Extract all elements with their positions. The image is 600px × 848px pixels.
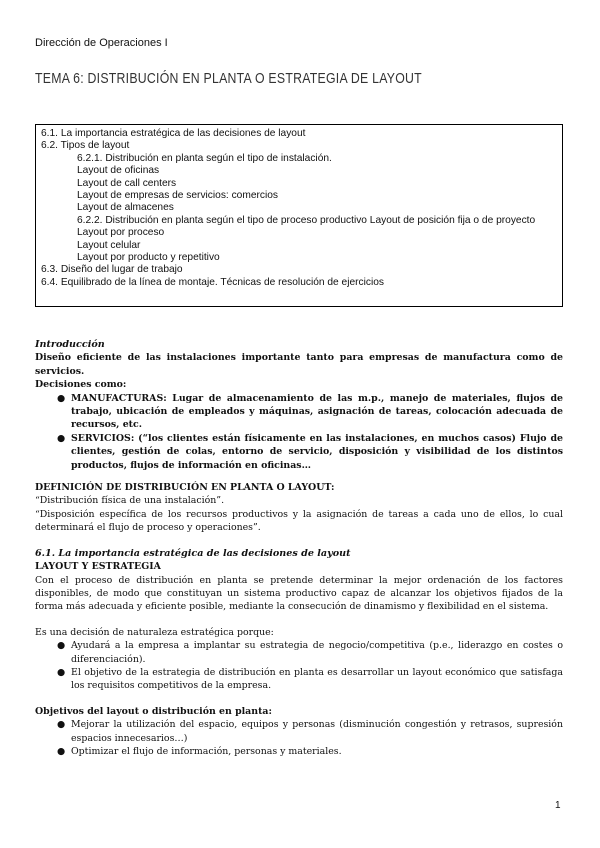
strategic-bullet-list (35, 639, 563, 693)
toc-item: 6.2.2. Distribución en planta según el tipo de proceso productivo Layout de posición fija o de proyecto (77, 214, 536, 226)
bullet-text: Mejorar la utilización del espacio, equipos y personas (disminución congestión y retrasos, supresión espacios innecesarios…) (71, 719, 563, 744)
objectives-bullet-list (35, 718, 563, 758)
toc-item: Layout por producto y repetitivo (77, 252, 220, 264)
list-item (35, 392, 563, 432)
toc-item: Layout de call centers (77, 177, 177, 189)
section-paragraph: Con el proceso de distribución en planta se pretende determinar la mejor ordenación de los factores disponibles, de modo que constituyan un sistema productivo capaz de alcanzar los objetivos fijados de la forma más adecuada y eficiente posible, mediante la consecución de dinamismo y flexibilidad en el sistema. (35, 574, 563, 613)
objectives-heading: Objetivos del layout o distribución en planta: (35, 705, 272, 717)
bullet-icon: ● (57, 392, 66, 404)
toc-item: Layout de almacenes (77, 202, 174, 214)
bullet-lead: MANUFACTURAS: (71, 392, 167, 404)
bullet-text: Optimizar el flujo de información, personas y materiales. (71, 745, 342, 757)
table-of-contents (35, 124, 563, 307)
toc-item: 6.1. La importancia estratégica de las decisiones de layout (41, 128, 306, 139)
list-item (35, 432, 563, 472)
definition-quote: “Disposición específica de los recursos productivos y la asignación de tareas a cada uno de ellos, lo cual determinará el flujo de proceso y operaciones”. (35, 508, 563, 534)
toc-item: 6.2. Tipos de layout (41, 140, 130, 152)
intro-bullet-list (35, 392, 563, 472)
chapter-title: TEMA 6: DISTRIBUCIÓN EN PLANTA O ESTRATEGIA DE LAYOUT (35, 70, 422, 87)
strategic-intro: Es una decisión de naturaleza estratégica porque: (35, 626, 274, 638)
toc-item: Layout por proceso (77, 227, 165, 239)
document-body (35, 338, 563, 758)
toc-item: 6.4. Equilibrado de la línea de montaje. Técnicas de resolución de ejercicios (41, 276, 384, 288)
list-item (35, 639, 563, 666)
bullet-text: El objetivo de la estrategia de distribución en planta es desarrollar un layout económico que satisfaga los requisitos competitivos de la empresa. (71, 666, 563, 692)
definition-heading: DEFINICIÓN DE DISTRIBUCIÓN EN PLANTA O LAYOUT: (35, 482, 335, 494)
bullet-icon: ● (57, 745, 66, 757)
bullet-icon: ● (57, 666, 66, 678)
toc-item: Layout celular (77, 239, 141, 251)
page-number: 1 (555, 800, 561, 811)
toc-item: Layout de oficinas (77, 165, 160, 177)
section-subheading: LAYOUT Y ESTRATEGIA (35, 561, 161, 573)
intro-heading: Introducción (35, 339, 105, 350)
bullet-icon: ● (57, 432, 66, 444)
bullet-text: Lugar de almacenamiento de las m.p., manejo de materiales, flujos de trabajo, ubicación de empleados y máquinas, asignación de tareas, colocación adecuada de recursos, etc. (71, 392, 563, 431)
course-header: Dirección de Operaciones I (35, 37, 168, 49)
intro-line: Diseño eficiente de las instalaciones importante tanto para empresas de manufactura como de servicios. (35, 352, 563, 377)
list-item (35, 666, 563, 693)
definition-quote: “Distribución física de una instalación”. (35, 495, 225, 507)
bullet-text: SERVICIOS: (“los clientes están físicamente en las instalaciones, en muchos casos) Flujo de clientes, gestión de colas, entorno de servicio, disposición y visibilidad de los distintos productos, flujos de información en oficinas… (71, 432, 563, 471)
section-heading: 6.1. La importancia estratégica de las decisiones de layout (35, 547, 351, 559)
list-item (35, 718, 563, 745)
toc-item: 6.3. Diseño del lugar de trabajo (41, 264, 183, 276)
intro-line: Decisiones como: (35, 379, 127, 391)
bullet-text: Ayudará a la empresa a implantar su estrategia de negocio/competitiva (p.e., liderazgo en costes o diferenciación). (71, 640, 563, 665)
list-item (35, 745, 563, 758)
toc-item: Layout de empresas de servicios: comercios (77, 190, 279, 202)
toc-item: 6.2.1. Distribución en planta según el tipo de instalación. (77, 152, 332, 164)
bullet-icon: ● (57, 719, 66, 731)
bullet-icon: ● (57, 640, 66, 652)
